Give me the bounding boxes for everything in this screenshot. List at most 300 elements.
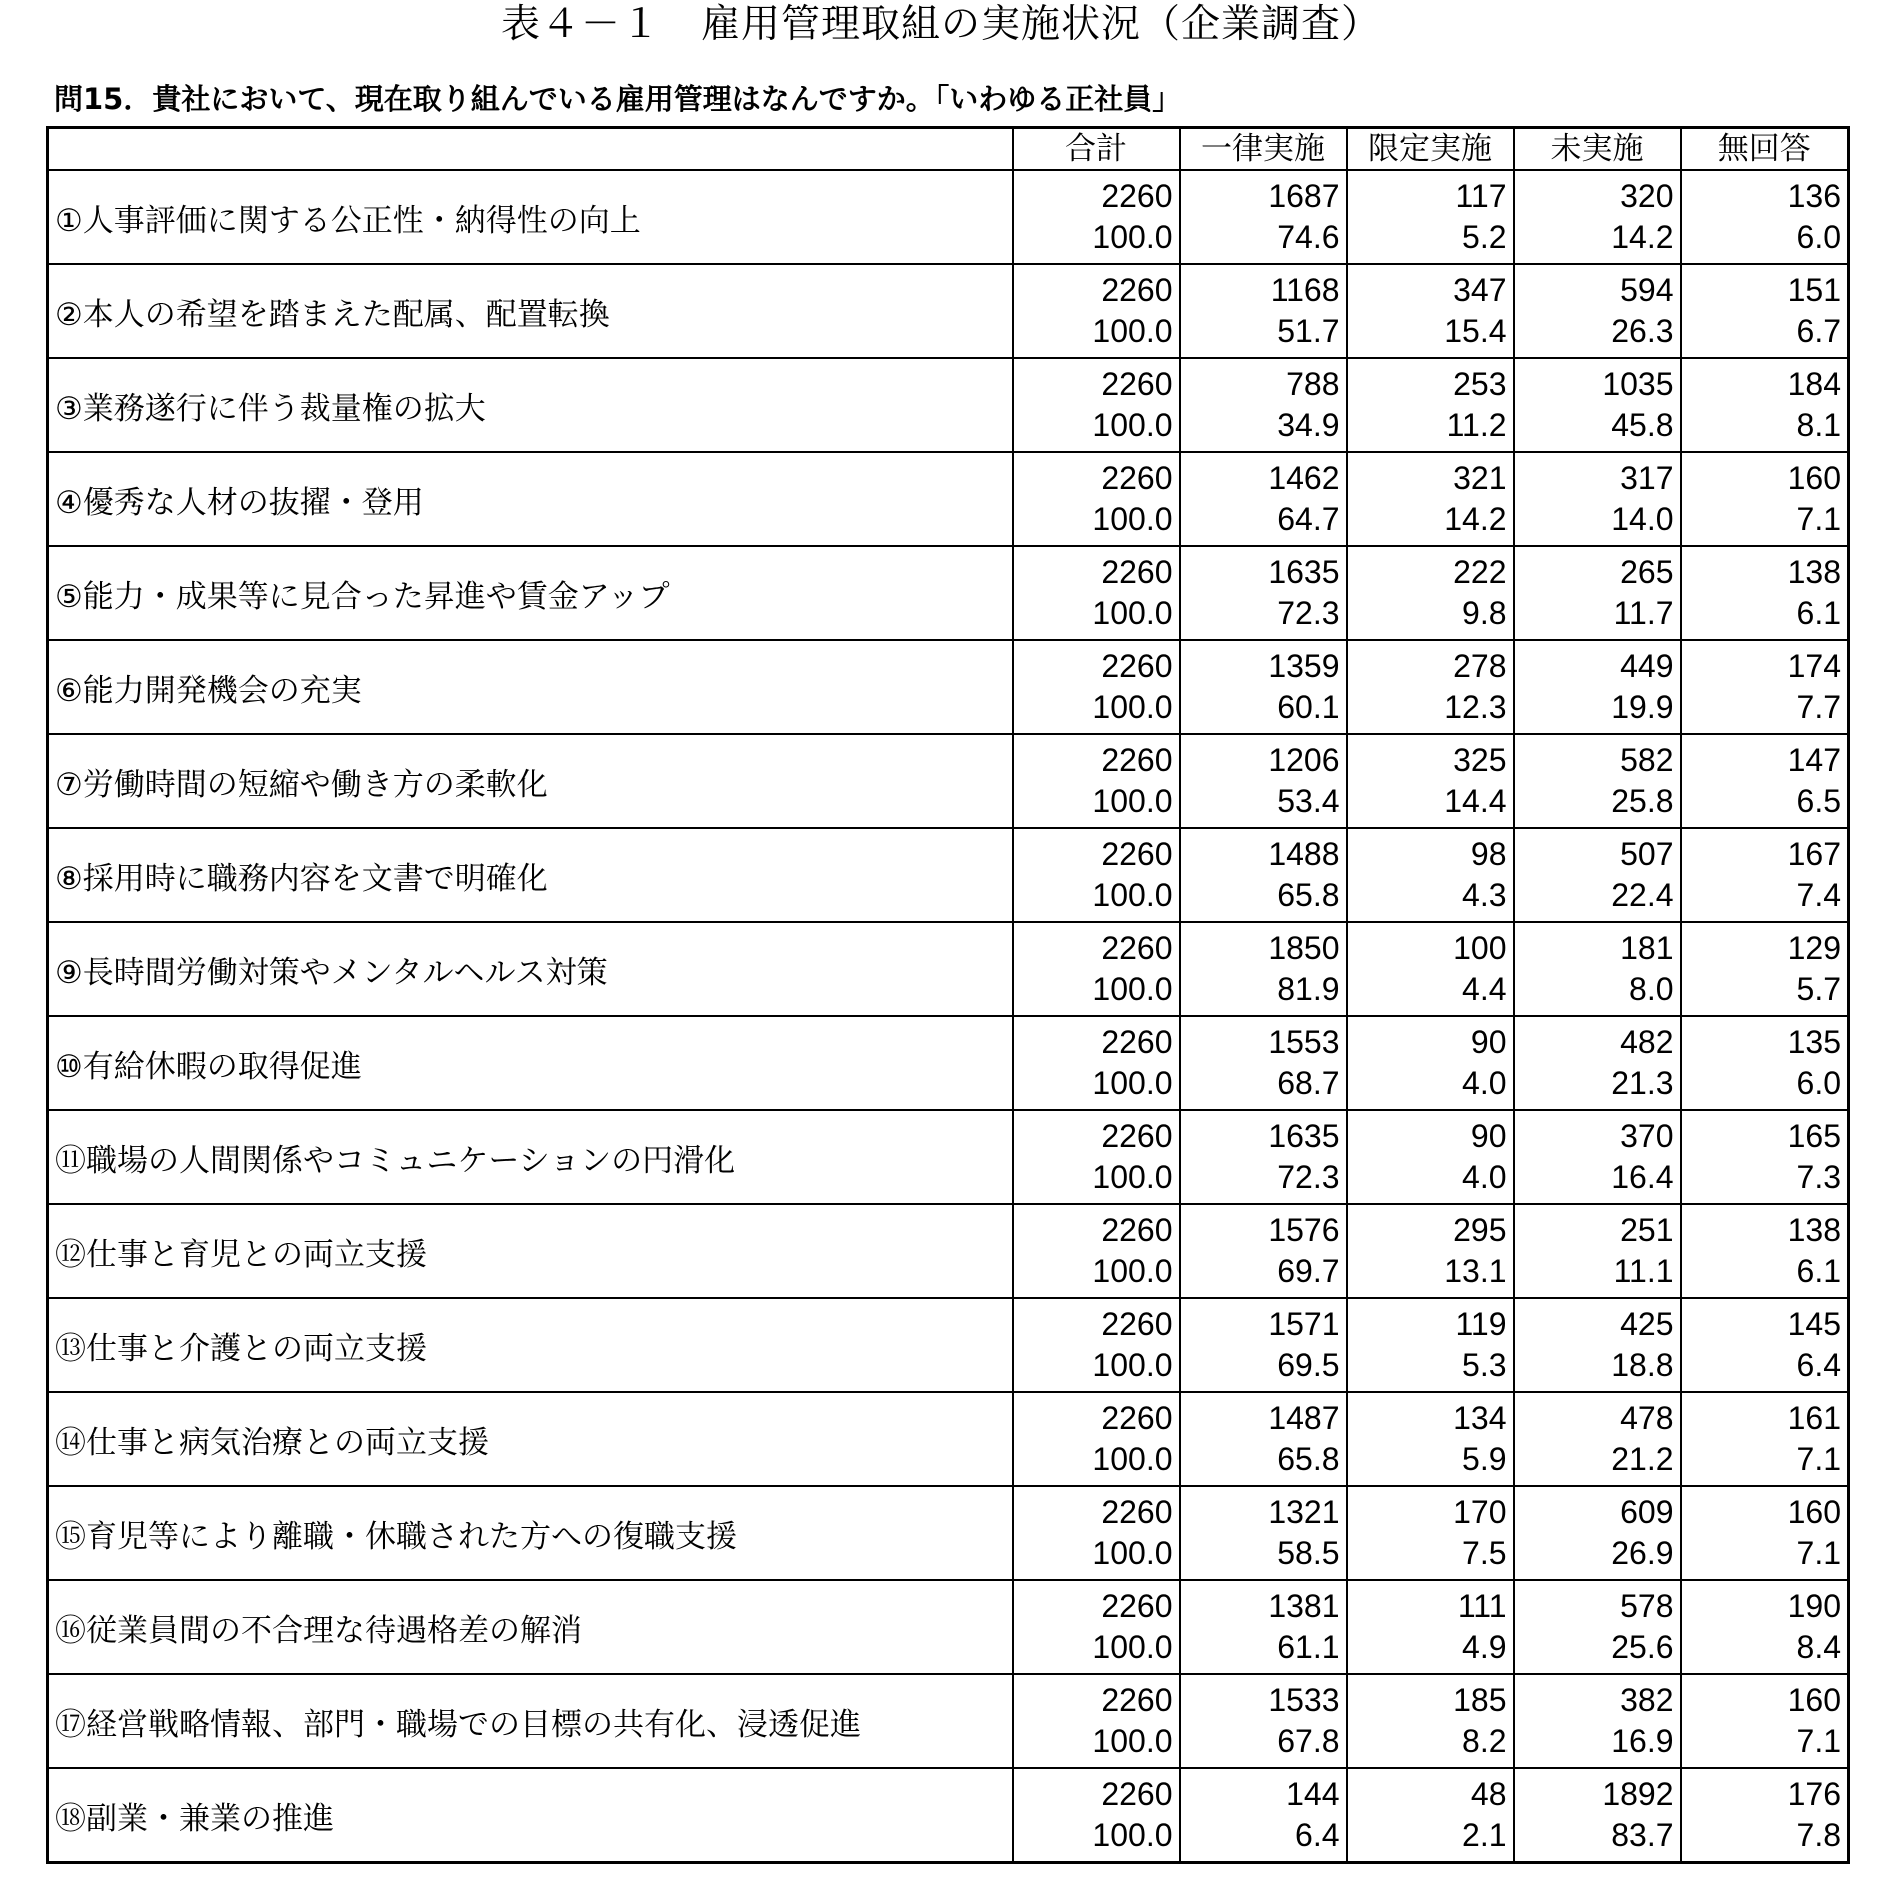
count-value: 1571 [1268, 1306, 1340, 1342]
percent-value: 25.8 [1611, 783, 1674, 819]
cell-total [1013, 1110, 1180, 1204]
percent-value: 8.1 [1796, 407, 1841, 443]
table-row [48, 1674, 1849, 1768]
cell-not-implemented [1514, 1298, 1681, 1392]
percent-value: 100.0 [1092, 971, 1173, 1007]
percent-value: 7.4 [1796, 877, 1841, 913]
cell-uniform [1180, 1204, 1347, 1298]
row-label: ⑯従業員間の不合理な待遇格差の解消 [48, 1580, 1013, 1674]
cell-not-implemented [1514, 1016, 1681, 1110]
percent-value: 6.4 [1295, 1817, 1340, 1853]
count-value: 144 [1286, 1776, 1340, 1812]
row-label: ④優秀な人材の抜擢・登用 [48, 452, 1013, 546]
count-value: 382 [1620, 1682, 1674, 1718]
percent-value: 15.4 [1444, 313, 1507, 349]
percent-value: 7.7 [1796, 689, 1841, 725]
percent-value: 4.0 [1462, 1065, 1507, 1101]
cell-not-implemented [1514, 264, 1681, 358]
cell-limited [1347, 546, 1514, 640]
count-value: 184 [1787, 366, 1841, 402]
row-label: ②本人の希望を踏まえた配属、配置転換 [48, 264, 1013, 358]
table-row [48, 1016, 1849, 1110]
cell-limited [1347, 828, 1514, 922]
count-value: 90 [1470, 1118, 1507, 1154]
count-value: 170 [1453, 1494, 1507, 1530]
cell-limited [1347, 1204, 1514, 1298]
count-value: 1462 [1268, 460, 1340, 496]
percent-value: 6.0 [1796, 1065, 1841, 1101]
percent-value: 100.0 [1092, 1817, 1173, 1853]
row-label: ⑨長時間労働対策やメンタルヘルス対策 [48, 922, 1013, 1016]
percent-value: 7.1 [1796, 1723, 1841, 1759]
table-row [48, 922, 1849, 1016]
count-value: 161 [1787, 1400, 1841, 1436]
count-value: 1206 [1268, 742, 1340, 778]
percent-value: 100.0 [1092, 877, 1173, 913]
count-value: 2260 [1101, 1682, 1173, 1718]
cell-total [1013, 1298, 1180, 1392]
count-value: 1487 [1268, 1400, 1340, 1436]
percent-value: 100.0 [1092, 1441, 1173, 1477]
percent-value: 6.0 [1796, 219, 1841, 255]
cell-no-answer [1681, 828, 1849, 922]
percent-value: 8.4 [1796, 1629, 1841, 1665]
cell-uniform [1180, 264, 1347, 358]
percent-value: 100.0 [1092, 1629, 1173, 1665]
count-value: 1533 [1268, 1682, 1340, 1718]
count-value: 129 [1787, 930, 1841, 966]
percent-value: 51.7 [1277, 313, 1340, 349]
row-label: ①人事評価に関する公正性・納得性の向上 [48, 170, 1013, 264]
cell-no-answer [1681, 1204, 1849, 1298]
percent-value: 6.4 [1796, 1347, 1841, 1383]
table-row [48, 1580, 1849, 1674]
percent-value: 100.0 [1092, 407, 1173, 443]
count-value: 2260 [1101, 1024, 1173, 1060]
percent-value: 8.0 [1629, 971, 1674, 1007]
column-header-uniform: 一律実施 [1180, 128, 1347, 171]
table-row [48, 828, 1849, 922]
cell-total [1013, 264, 1180, 358]
count-value: 1576 [1268, 1212, 1340, 1248]
count-value: 2260 [1101, 1212, 1173, 1248]
cell-uniform [1180, 358, 1347, 452]
cell-not-implemented [1514, 1204, 1681, 1298]
percent-value: 67.8 [1277, 1723, 1340, 1759]
table-row [48, 1768, 1849, 1863]
row-label: ⑱副業・兼業の推進 [48, 1768, 1013, 1863]
percent-value: 100.0 [1092, 1347, 1173, 1383]
percent-value: 14.0 [1611, 501, 1674, 537]
column-header-limited: 限定実施 [1347, 128, 1514, 171]
cell-not-implemented [1514, 546, 1681, 640]
percent-value: 7.8 [1796, 1817, 1841, 1853]
cell-uniform [1180, 1768, 1347, 1863]
count-value: 1168 [1270, 272, 1340, 308]
percent-value: 5.2 [1462, 219, 1507, 255]
cell-no-answer [1681, 452, 1849, 546]
percent-value: 100.0 [1092, 313, 1173, 349]
table-row [48, 1204, 1849, 1298]
count-value: 138 [1787, 1212, 1841, 1248]
cell-uniform [1180, 1016, 1347, 1110]
percent-value: 7.1 [1796, 501, 1841, 537]
count-value: 190 [1787, 1588, 1841, 1624]
count-value: 90 [1470, 1024, 1507, 1060]
count-value: 160 [1787, 1494, 1841, 1530]
count-value: 2260 [1101, 460, 1173, 496]
count-value: 135 [1787, 1024, 1841, 1060]
count-value: 321 [1453, 460, 1507, 496]
header-row [48, 128, 1849, 171]
row-label: ⑪職場の人間関係やコミュニケーションの円滑化 [48, 1110, 1013, 1204]
percent-value: 8.2 [1462, 1723, 1507, 1759]
cell-no-answer [1681, 546, 1849, 640]
cell-no-answer [1681, 1580, 1849, 1674]
count-value: 1553 [1268, 1024, 1340, 1060]
count-value: 2260 [1101, 836, 1173, 872]
count-value: 2260 [1101, 1494, 1173, 1530]
percent-value: 69.7 [1277, 1253, 1340, 1289]
count-value: 98 [1470, 836, 1507, 872]
table-title: 表４－１ 雇用管理取組の実施状況（企業調査） [500, 2, 1381, 47]
table-row [48, 1486, 1849, 1580]
count-value: 134 [1453, 1400, 1507, 1436]
cell-not-implemented [1514, 828, 1681, 922]
count-value: 174 [1787, 648, 1841, 684]
percent-value: 65.8 [1277, 877, 1340, 913]
percent-value: 60.1 [1277, 689, 1340, 725]
count-value: 151 [1787, 272, 1841, 308]
cell-uniform [1180, 734, 1347, 828]
percent-value: 26.3 [1611, 313, 1674, 349]
row-label: ⑧採用時に職務内容を文書で明確化 [48, 828, 1013, 922]
count-value: 2260 [1101, 366, 1173, 402]
cell-no-answer [1681, 1110, 1849, 1204]
percent-value: 21.2 [1611, 1441, 1674, 1477]
cell-no-answer [1681, 1016, 1849, 1110]
percent-value: 7.1 [1796, 1441, 1841, 1477]
count-value: 2260 [1101, 272, 1173, 308]
percent-value: 58.5 [1277, 1535, 1340, 1571]
count-value: 165 [1787, 1118, 1841, 1154]
percent-value: 65.8 [1277, 1441, 1340, 1477]
cell-limited [1347, 1768, 1514, 1863]
count-value: 1359 [1268, 648, 1340, 684]
percent-value: 4.9 [1462, 1629, 1507, 1665]
row-label: ③業務遂行に伴う裁量権の拡大 [48, 358, 1013, 452]
count-value: 136 [1787, 178, 1841, 214]
cell-total [1013, 1016, 1180, 1110]
cell-not-implemented [1514, 734, 1681, 828]
cell-not-implemented [1514, 922, 1681, 1016]
cell-total [1013, 640, 1180, 734]
percent-value: 34.9 [1277, 407, 1340, 443]
count-value: 2260 [1101, 648, 1173, 684]
percent-value: 74.6 [1277, 219, 1340, 255]
count-value: 478 [1620, 1400, 1674, 1436]
cell-total [1013, 828, 1180, 922]
cell-uniform [1180, 828, 1347, 922]
table-row [48, 640, 1849, 734]
count-value: 594 [1620, 272, 1674, 308]
cell-uniform [1180, 170, 1347, 264]
count-value: 176 [1787, 1776, 1841, 1812]
column-header-not-implemented: 未実施 [1514, 128, 1681, 171]
cell-not-implemented [1514, 1392, 1681, 1486]
cell-not-implemented [1514, 1674, 1681, 1768]
table-row [48, 546, 1849, 640]
percent-value: 7.3 [1796, 1159, 1841, 1195]
count-value: 2260 [1101, 554, 1173, 590]
count-value: 253 [1453, 366, 1507, 402]
cell-no-answer [1681, 1298, 1849, 1392]
percent-value: 5.7 [1796, 971, 1841, 1007]
count-value: 181 [1620, 930, 1674, 966]
percent-value: 4.3 [1462, 877, 1507, 913]
cell-limited [1347, 734, 1514, 828]
cell-not-implemented [1514, 640, 1681, 734]
cell-uniform [1180, 1110, 1347, 1204]
percent-value: 45.8 [1611, 407, 1674, 443]
count-value: 507 [1620, 836, 1674, 872]
cell-total [1013, 546, 1180, 640]
cell-limited [1347, 1580, 1514, 1674]
percent-value: 100.0 [1092, 1065, 1173, 1101]
percent-value: 16.9 [1611, 1723, 1674, 1759]
percent-value: 9.8 [1462, 595, 1507, 631]
count-value: 2260 [1101, 178, 1173, 214]
count-value: 347 [1453, 272, 1507, 308]
cell-uniform [1180, 1298, 1347, 1392]
cell-limited [1347, 922, 1514, 1016]
percent-value: 7.5 [1462, 1535, 1507, 1571]
cell-uniform [1180, 546, 1347, 640]
count-value: 1635 [1268, 554, 1340, 590]
count-value: 222 [1453, 554, 1507, 590]
cell-uniform [1180, 1486, 1347, 1580]
percent-value: 4.4 [1462, 971, 1507, 1007]
cell-no-answer [1681, 170, 1849, 264]
count-value: 1321 [1268, 1494, 1340, 1530]
cell-total [1013, 170, 1180, 264]
count-value: 251 [1620, 1212, 1674, 1248]
percent-value: 83.7 [1611, 1817, 1674, 1853]
count-value: 582 [1620, 742, 1674, 778]
count-value: 2260 [1101, 742, 1173, 778]
count-value: 425 [1620, 1306, 1674, 1342]
cell-not-implemented [1514, 452, 1681, 546]
percent-value: 14.4 [1444, 783, 1507, 819]
percent-value: 64.7 [1277, 501, 1340, 537]
cell-not-implemented [1514, 1486, 1681, 1580]
cell-total [1013, 358, 1180, 452]
cell-total [1013, 1768, 1180, 1863]
cell-limited [1347, 1298, 1514, 1392]
percent-value: 81.9 [1277, 971, 1340, 1007]
table-row [48, 170, 1849, 264]
count-value: 1892 [1602, 1776, 1674, 1812]
count-value: 111 [1457, 1588, 1507, 1624]
percent-value: 100.0 [1092, 219, 1173, 255]
count-value: 1035 [1602, 366, 1674, 402]
cell-not-implemented [1514, 358, 1681, 452]
percent-value: 100.0 [1092, 595, 1173, 631]
cell-limited [1347, 170, 1514, 264]
table-body [48, 170, 1849, 1863]
cell-total [1013, 1580, 1180, 1674]
cell-no-answer [1681, 1674, 1849, 1768]
percent-value: 100.0 [1092, 1535, 1173, 1571]
cell-no-answer [1681, 358, 1849, 452]
count-value: 1635 [1268, 1118, 1340, 1154]
percent-value: 4.0 [1462, 1159, 1507, 1195]
count-value: 119 [1455, 1306, 1507, 1342]
count-value: 138 [1787, 554, 1841, 590]
percent-value: 72.3 [1277, 1159, 1340, 1195]
percent-value: 14.2 [1611, 219, 1674, 255]
cell-total [1013, 452, 1180, 546]
count-value: 117 [1455, 178, 1507, 214]
percent-value: 19.9 [1611, 689, 1674, 725]
count-value: 609 [1620, 1494, 1674, 1530]
percent-value: 100.0 [1092, 1253, 1173, 1289]
percent-value: 53.4 [1277, 783, 1340, 819]
cell-total [1013, 1392, 1180, 1486]
row-label: ⑫仕事と育児との両立支援 [48, 1204, 1013, 1298]
cell-no-answer [1681, 734, 1849, 828]
percent-value: 69.5 [1277, 1347, 1340, 1383]
cell-total [1013, 1486, 1180, 1580]
row-label: ⑦労働時間の短縮や働き方の柔軟化 [48, 734, 1013, 828]
cell-no-answer [1681, 264, 1849, 358]
cell-no-answer [1681, 1768, 1849, 1863]
percent-value: 5.9 [1462, 1441, 1507, 1477]
cell-uniform [1180, 452, 1347, 546]
data-table [46, 126, 1850, 1864]
cell-limited [1347, 1674, 1514, 1768]
count-value: 2260 [1101, 1118, 1173, 1154]
count-value: 278 [1453, 648, 1507, 684]
table-row [48, 452, 1849, 546]
question-text: 問15．貴社において、現在取り組んでいる雇用管理はなんですか。「いわゆる正社員」 [54, 82, 1182, 116]
count-value: 145 [1787, 1306, 1841, 1342]
count-value: 482 [1620, 1024, 1674, 1060]
percent-value: 6.1 [1796, 595, 1841, 631]
cell-uniform [1180, 922, 1347, 1016]
count-value: 1850 [1268, 930, 1340, 966]
count-value: 1381 [1268, 1588, 1340, 1624]
count-value: 2260 [1101, 1588, 1173, 1624]
count-value: 100 [1453, 930, 1507, 966]
column-header-label [48, 128, 1013, 171]
count-value: 160 [1787, 1682, 1841, 1718]
count-value: 1488 [1268, 836, 1340, 872]
table-row [48, 734, 1849, 828]
cell-uniform [1180, 1392, 1347, 1486]
percent-value: 2.1 [1462, 1817, 1507, 1853]
percent-value: 16.4 [1611, 1159, 1674, 1195]
count-value: 48 [1470, 1776, 1507, 1812]
cell-no-answer [1681, 1392, 1849, 1486]
count-value: 2260 [1101, 930, 1173, 966]
percent-value: 100.0 [1092, 783, 1173, 819]
cell-limited [1347, 358, 1514, 452]
percent-value: 18.8 [1611, 1347, 1674, 1383]
count-value: 265 [1620, 554, 1674, 590]
count-value: 160 [1787, 460, 1841, 496]
cell-limited [1347, 1392, 1514, 1486]
cell-total [1013, 1674, 1180, 1768]
count-value: 185 [1453, 1682, 1507, 1718]
count-value: 2260 [1101, 1306, 1173, 1342]
percent-value: 100.0 [1092, 1159, 1173, 1195]
count-value: 325 [1453, 742, 1507, 778]
cell-no-answer [1681, 640, 1849, 734]
count-value: 449 [1620, 648, 1674, 684]
count-value: 370 [1620, 1118, 1674, 1154]
cell-not-implemented [1514, 1580, 1681, 1674]
row-label: ⑭仕事と病気治療との両立支援 [48, 1392, 1013, 1486]
percent-value: 25.6 [1611, 1629, 1674, 1665]
cell-uniform [1180, 1674, 1347, 1768]
percent-value: 7.1 [1796, 1535, 1841, 1571]
cell-limited [1347, 1110, 1514, 1204]
row-label: ⑤能力・成果等に見合った昇進や賃金アップ [48, 546, 1013, 640]
count-value: 147 [1787, 742, 1841, 778]
cell-limited [1347, 264, 1514, 358]
cell-limited [1347, 640, 1514, 734]
percent-value: 5.3 [1462, 1347, 1507, 1383]
percent-value: 61.1 [1277, 1629, 1340, 1665]
column-header-total: 合計 [1013, 128, 1180, 171]
percent-value: 72.3 [1277, 595, 1340, 631]
count-value: 167 [1787, 836, 1841, 872]
percent-value: 100.0 [1092, 501, 1173, 537]
count-value: 1687 [1268, 178, 1340, 214]
cell-uniform [1180, 1580, 1347, 1674]
table-row [48, 1392, 1849, 1486]
count-value: 317 [1620, 460, 1674, 496]
cell-limited [1347, 452, 1514, 546]
percent-value: 6.7 [1796, 313, 1841, 349]
cell-total [1013, 734, 1180, 828]
row-label: ⑮育児等により離職・休職された方への復職支援 [48, 1486, 1013, 1580]
row-label: ⑬仕事と介護との両立支援 [48, 1298, 1013, 1392]
cell-uniform [1180, 640, 1347, 734]
row-label: ⑰経営戦略情報、部門・職場での目標の共有化、浸透促進 [48, 1674, 1013, 1768]
percent-value: 14.2 [1444, 501, 1507, 537]
count-value: 788 [1286, 366, 1340, 402]
percent-value: 6.5 [1796, 783, 1841, 819]
percent-value: 13.1 [1444, 1253, 1507, 1289]
percent-value: 11.7 [1613, 595, 1674, 631]
count-value: 578 [1620, 1588, 1674, 1624]
percent-value: 6.1 [1796, 1253, 1841, 1289]
table-row [48, 358, 1849, 452]
cell-not-implemented [1514, 170, 1681, 264]
percent-value: 11.2 [1446, 407, 1507, 443]
percent-value: 22.4 [1611, 877, 1674, 913]
percent-value: 21.3 [1611, 1065, 1674, 1101]
cell-limited [1347, 1486, 1514, 1580]
cell-no-answer [1681, 922, 1849, 1016]
column-header-no-answer: 無回答 [1681, 128, 1849, 171]
count-value: 320 [1620, 178, 1674, 214]
count-value: 2260 [1101, 1400, 1173, 1436]
percent-value: 68.7 [1277, 1065, 1340, 1101]
percent-value: 100.0 [1092, 1723, 1173, 1759]
